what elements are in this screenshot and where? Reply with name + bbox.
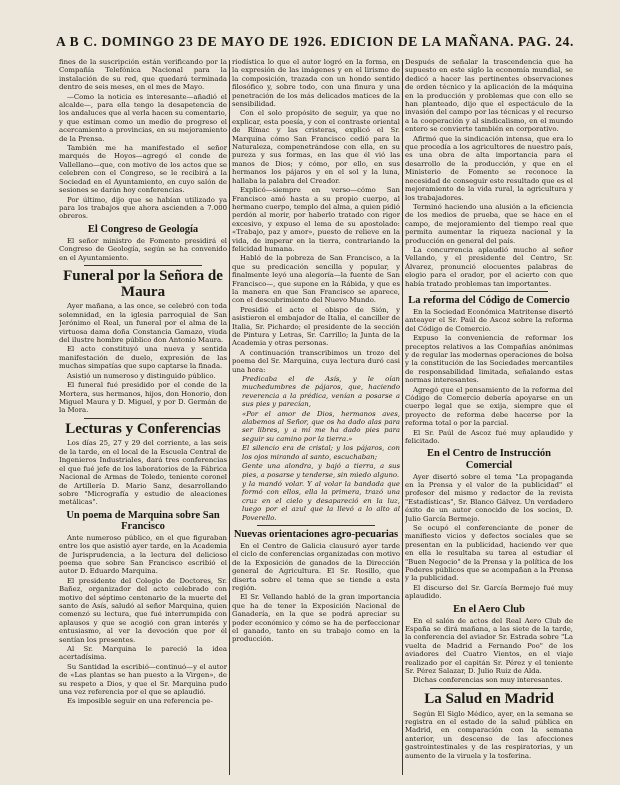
headline-aero-club: En el Aero Club: [453, 603, 525, 615]
poem-excerpt: y la mandó volar. Y al volar la bandada que formó con ellos, ella la primera, trazó una cruz en el cielo y desapareció en la luz, luego por el azul que la llevó a lo alto al Poverello.: [242, 479, 400, 522]
article-paragraph: El acto constituyó una nueva y sentida manifestación de duelo, expresión de las muchas simpatías que supo captarse la finada.: [59, 345, 227, 371]
article-paragraph: Su Santidad la escribió—continuó—y el autor de «Las plantas se han puesto a la Virgen», de su respeto a Dios, y que el Sr. Marquina pudo una vez referencia por el que se aplaudió.: [59, 662, 227, 697]
article-paragraph: El presidente del Colegio de Doctores, Sr. Bañez, organizador del acto celebrado con motivo del séptimo centenario de la muerte del santo de Asís, saludó al señor Marquina, quien comenzó su lectura, que fué interrumpida con aplausos y que se acogió con gran interés y entusiasmo, al ver la devoción que por él sentían los presentes.: [59, 576, 227, 644]
article-paragraph: Ayer mañana, a las once, se celebró con toda solemnidad, en la iglesia parroquial de San Jerónimo el Real, un funeral por el alma de la virtuosa dama doña Constancia Gamazo, viuda del ilustre hombre público don Antonio Maura.: [59, 302, 227, 345]
divider: [257, 525, 375, 526]
article-paragraph: A continuación transcribimos un trozo del poema del Sr. Marquina, cuya lectura duró casi una hora:: [232, 348, 400, 374]
article-paragraph: Afirmó que la sindicación intensa, que era lo que procedía a los agricultores de nuestro país, es una obra de alta importancia para el desarrollo de la producción, y que en el Ministerio de Fomento se reconoce la necesidad de conseguir este resultado que es el mejoramiento de la vida rural, la agricultura y los trabajadores.: [405, 134, 573, 202]
article-paragraph: Ante numeroso público, en el que figuraban entre los que asistió ayer tarde, en la Academia de Jurisprudencia, a la lectura del delicioso poema que sobre San Francisco escribió el autor D. Eduardo Marquina.: [59, 533, 227, 576]
poem-excerpt: «Por el amor de Dios, hermanos aves, alabemos al Señor, que os ha dado alas para ser libres, y a mí me ha dado pies para seguir su camino por la tierra.»: [242, 409, 400, 443]
article-paragraph: Dichas conferencias son muy interesantes.: [413, 676, 563, 685]
article-paragraph: Al Sr. Marquina le pareció la idea acertadísima.: [59, 645, 227, 662]
divider: [430, 291, 548, 292]
article-paragraph: Según El Siglo Médico, ayer, en la semana se registra en el estado de la salud pública en Madrid, en comparación con la semana anterior, un descenso de las afecciones gastrointestinales y de las respiratorias, y un aumento de la viruela y la tosferina.: [405, 709, 573, 760]
article-paragraph: Agregó que el pensamiento de la reforma del Código de Comercio debería apoyarse en un cuerpo legal que se exija, siempre que el proyecto de reforma debe hacerse por la reforma total o por la parcial.: [405, 385, 573, 428]
article-paragraph: Se ocupó el conferenciante de poner de manifiesto vicios y defectos sociales que se presentan en la publicidad, haciendo ver que en ella le resultaba su tarea al estudiar el "Buen Negocio" de la Prensa y la política de los Poderes públicos que se acompañan a la Prensa y la publicidad.: [405, 523, 573, 583]
article-paragraph: —Como la noticia es interesante—añadió el alcalde—, para ella tengo la desapetencia de los andaluces que al verla hacen su comentario, y que estiman como un medio de progreso el acercamiento a provincias, en su mejoramiento de la Prensa.: [59, 92, 227, 143]
column-rule: [402, 60, 403, 775]
poem-excerpt: El silencio era de cristal; y los pájaros, con los ojos mirando al santo, escuchaban;: [242, 444, 400, 461]
poem-excerpt: Predicaba el de Asís, y le oían muchedumbres de pájaros, que, haciendo reverencia a la prédica, venían a posarse a sus pies y parecían,: [242, 375, 400, 409]
headline-salud-madrid: La Salud en Madrid: [424, 690, 554, 707]
column-rule: [229, 60, 230, 775]
article-paragraph: También me ha manifestado el señor marqués de Hoyos—agregó el conde de Vallellano—que, con motivo de los actos que se celebren con el Congreso, se le recibirá a la Sociedad en el Ayuntamiento, en cuyo salón de sesiones se darán hoy conferencias.: [59, 144, 227, 195]
article-paragraph: El Sr. Vellando habló de la gran importancia que ha de tener la Exposición Nacional de Ganadería, en la que se podrá apreciar su poder económico y cómo se ha de perfeccionar el ganado, tanto en su trabajo como en la producción.: [232, 593, 400, 644]
article-paragraph: En la Sociedad Económica Matritense disertó anteayer el Sr. Paúl de Ascoz sobre la reforma del Código de Comercio.: [405, 307, 573, 333]
article-paragraph: riodística lo que el autor logró en la forma, en la expresión de las imágenes y en el lirismo de la composición, trazada con un hondo sentido filosófico y, sobre todo, con una finura y una penetración de los más delicados matices de la sensibilidad.: [232, 58, 400, 109]
divider: [84, 265, 202, 266]
column-middle: [232, 58, 400, 778]
article-paragraph: La concurrencia aplaudió mucho al señor Vellando, y el presidente del Centro, Sr. Álvarez, pronunció elocuentes palabras de elogio para el orador, por el acierto con que había tratado problemas tan importantes.: [405, 245, 573, 288]
article-paragraph: Ayer disertó sobre el tema "La propaganda en la Prensa y el valor de la publicidad" el profesor del mismo y redactor de la revista "Estadísticas", Sr. Blanco Gálvez. Un verdadero éxito de un autor conocido de los socios, D. Julio García Bermejo.: [405, 472, 573, 523]
headline-orientaciones-agropecuarias: Nuevas orientaciones agro-pecuarias: [233, 528, 399, 540]
article-paragraph: Con el solo propósito de seguir, ya que no explicar, esta poesía, y con el contraste oriental de Rímac y las cristeras, explicó el Sr. Marquina cómo San Francisco cedió para la Naturaleza, compenetrándose con ella, en su pureza y sus formas, en las que él vió las manos de Dios; y cómo, por ello, en sus hermanos los pájaros y en el sol y la luna, hallaba la palabra del Creador.: [232, 109, 400, 185]
article-paragraph: Por último, dijo que se habían utilizado ya para los trabajos que ahora ascienden a 7.000 obreros.: [59, 195, 227, 221]
divider: [430, 688, 548, 689]
article-paragraph: En el salón de actos del Real Aero Club de España se dirá mañana, a las siete de la tarde, la conferencia del aviador Sr. Estrada sobre "La vuelta de Madrid a Fernando Poo" de los aviadores del Cuatro Vientos, en el viaje realizado por el capitán Sr. Pérez y el teniente Sr. Pérez Salazar, D. Julio Ruiz de Alda.: [405, 616, 573, 676]
page-masthead: A B C. DOMINGO 23 DE MAYO DE 1926. EDICION DE LA MAÑANA. PAG. 24.: [56, 34, 574, 49]
article-paragraph: Los días 25, 27 y 29 del corriente, a las seis de la tarde, en el local de la Escuela Central de Ingenieros Industriales, dará tres conferencias el que fué jefe de los laboratorios de la Fábrica Nacional de Armas de Toledo, teniente coronel de Artillería D. Mario Sanz, desarrollando sobre "Micrografía y estudio de aleaciones metálicas".: [59, 439, 227, 507]
article-paragraph: El discurso del Sr. García Bermejo fué muy aplaudido.: [405, 583, 573, 601]
article-paragraph: Es imposible seguir en una referencia pe-: [67, 697, 213, 706]
article-paragraph: Después de señalar la trascendencia que ha supuesto en este siglo la economía mundial, se dedicó a hacer las pertinentes observaciones de orden técnico y la aplicación de la máquina en la producción y problemas que con ello se han planteado, dijo que el espectáculo de la invasión del campo por las técnicas y el recurso a la cooperación y al sindicalismo, en el mundo entero se convierte también en corporativo.: [405, 58, 573, 134]
divider: [84, 418, 202, 419]
article-paragraph: fines de la suscripción están verificando por la Compañía Telefónica Nacional para la instalación de su red, que quedará terminada dentro de seis meses, en el mes de Mayo.: [59, 58, 227, 92]
article-paragraph: El funeral fué presidido por el conde de la Mortera, sus hermanos, hijos, don Honorio, don Miguel Maura y D. Miguel, y por D. Germán de la Mora.: [59, 381, 227, 415]
headline-funeral-maura: Funeral por la Señora de Maura: [63, 267, 223, 300]
headline-poema-marquina: Un poema de Marquina sobre San Francisco: [66, 509, 220, 532]
article-paragraph: En el Centro de Galicia clausuró ayer tarde el ciclo de conferencias organizadas con motivo de la Exposición de ganados de la Dirección general de Agricultura. El Sr. Rosillo, que diserta sobre el tema que se tiende a esta región.: [232, 541, 400, 592]
poem-excerpt: Gente una alondra, y bajó a tierra, a sus pies, a posarse y tenderse, sin miedo alguno.: [242, 462, 400, 479]
article-paragraph: Expuso la conveniencia de reformar los preceptos relativos a las Compañías anónimas y de regular las modernas operaciones de bolsa y la constitución de las Sociedades mercantiles de responsabilidad limitada, señalando estas normas interesantes.: [405, 334, 573, 385]
column-right: [405, 58, 573, 778]
headline-reforma-codigo-comercio: La reforma del Código de Comercio: [408, 294, 570, 306]
headline-lecturas-conferencias: Lecturas y Conferencias: [65, 420, 221, 437]
article-paragraph: Asistió un numeroso y distinguido público.: [67, 371, 216, 380]
article-paragraph: El señor ministro de Fomento presidirá el Congreso de Geología, según se ha convenido en el Ayuntamiento.: [59, 236, 227, 262]
column-left: [59, 58, 227, 778]
headline-centro-instruccion-comercial: En el Centro de Instrucción Comercial: [426, 448, 552, 471]
article-paragraph: Terminó haciendo una alusión a la eficiencia de los medios de prueba, que se hace en el campo, de mejoramiento del tiempo real que permita aumentar la riqueza nacional y la producción en general del país.: [405, 202, 573, 245]
headline-congreso-geologia: El Congreso de Geología: [87, 223, 199, 235]
article-paragraph: Explicó—siempre en verso—cómo San Francisco amó hasta a su propio cuerpo, al hermano cuerpo, templo del alma, a quien pidió perdón al morir, por haberlo tratado con rigor excesivo, y expuso el lema de su apostolado: «Trabajo, paz y amor», puesto de relieve en la vida, de imperar en la tierra, contrariando la felicidad humana.: [232, 186, 400, 253]
article-paragraph: Presidió el acto el obispo de Sión, y asistieron el embajador de Italia, el canciller de Italia, Sr. Pichardo; el presidente de la sección de Pintura y Letras, Sr. Carrillo; la Junta de la Academia y otras personas.: [232, 305, 400, 348]
article-paragraph: El Sr. Paúl de Ascoz fué muy aplaudido y felicitado.: [405, 428, 573, 446]
article-paragraph: Habló de la pobreza de San Francisco, a la que su predicación sencilla y popular, y finalmente leyó una alegoría—la fuente de San Francisco—, que supone en la Rábida, y que es la manera en que San Francisco se aparece, con el descubrimiento del Nuevo Mundo.: [232, 254, 400, 305]
